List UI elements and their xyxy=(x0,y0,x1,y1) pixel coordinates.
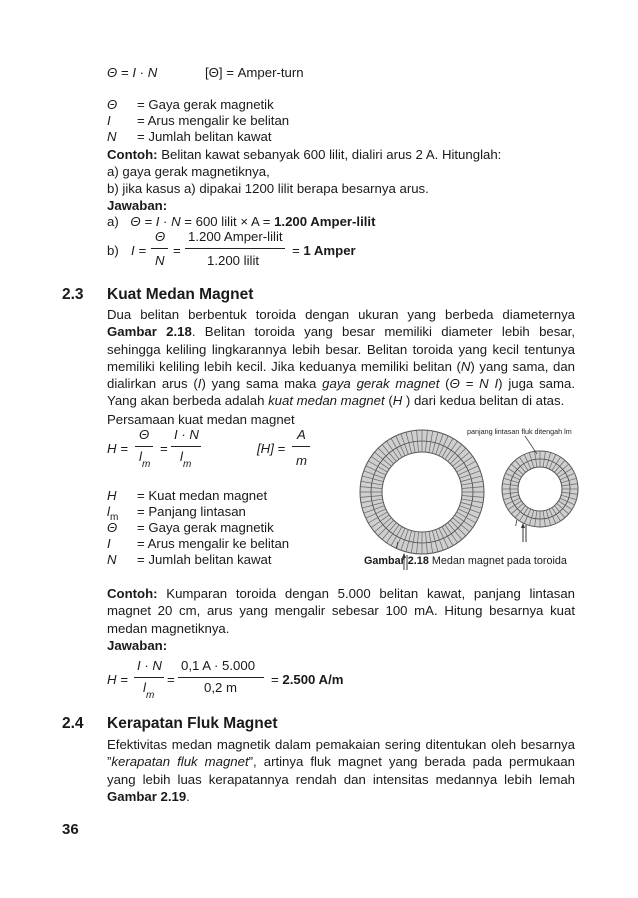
def-text: = Arus mengalir ke belitan xyxy=(137,536,290,551)
def-text: = Jumlah belitan kawat xyxy=(137,552,272,567)
h-lhs: H = xyxy=(107,441,128,456)
section-number: 2.4 xyxy=(62,715,84,732)
unit-denominator: m xyxy=(296,453,307,468)
fraction-numerator: I · N xyxy=(137,658,162,673)
large-toroid xyxy=(360,430,484,570)
example1-answer-a: a) Θ = I · N = 600 lilit × A = 1.200 Amper-lilit xyxy=(107,214,376,229)
current-label: I xyxy=(396,541,399,550)
def-symbol: I xyxy=(107,536,111,551)
fraction-line xyxy=(171,446,201,447)
example1-item-b: b) jika kasus a) dipakai 1200 lilit berapa besarnya arus. xyxy=(107,181,429,196)
section-title: Kuat Medan Magnet xyxy=(107,286,254,303)
def-text: = Gaya gerak magnetik xyxy=(137,520,274,535)
fraction-line xyxy=(135,446,153,447)
section-number: 2.3 xyxy=(62,286,84,303)
example2-answer-label: Jawaban: xyxy=(107,638,168,653)
def-text: = Panjang lintasan xyxy=(137,504,246,519)
fraction-numerator: Θ xyxy=(139,427,150,442)
def-text: = Gaya gerak magnetik xyxy=(137,97,274,112)
def-text: = Jumlah belitan kawat xyxy=(137,129,272,144)
toroid-figure xyxy=(355,422,581,574)
equation-intro: Persamaan kuat medan magnet xyxy=(107,412,295,427)
fraction-line xyxy=(178,677,264,678)
def-text: = Kuat medan magnet xyxy=(137,488,268,503)
example2-text: Contoh: Kumparan toroida dengan 5.000 belitan kawat, panjang lintasan magnet 20 cm, arus yang mengalir sebesar 100 mA. Hitung besarnya kuat medan magnetiknya. xyxy=(107,586,575,636)
fraction-line xyxy=(292,446,310,447)
def-symbol: H xyxy=(107,488,117,503)
fraction-denominator: 0,2 m xyxy=(204,680,237,695)
fraction-denominator: 1.200 lilit xyxy=(207,253,260,268)
unit-lhs: [H] = xyxy=(257,441,286,456)
section-title: Kerapatan Fluk Magnet xyxy=(107,715,278,732)
fraction-line xyxy=(134,677,164,678)
example1-answer-label: Jawaban: xyxy=(107,198,168,213)
example1-answer-b-prefix: b) xyxy=(107,243,119,258)
def-symbol: Θ xyxy=(107,520,118,535)
def-text: = Arus mengalir ke belitan xyxy=(137,113,290,128)
fraction-denominator: $l_m$ xyxy=(180,449,192,470)
fraction-numerator: 0,1 A · 5.000 xyxy=(181,658,256,673)
section-paragraph: Dua belitan berbentuk toroida dengan ukuran yang berbeda diameternya Gambar 2.18. Belitan toroida yang besar memiliki diameter lebih besar, sehingga keliling lingkarannya lebih besar. Belitan toroida yang kecil tentunya memiliki keliling lebih kecil. Jika keduanya memiliki belitan (N) yang sama, dan dialirkan arus (I) yang sama maka gaya gerak magnet (Θ = N I) juga sama. Yang akan berbeda adalah kuat medan magnet (H ) dari kedua belitan di atas. xyxy=(107,307,575,409)
answer-b-lhs: I = xyxy=(131,243,147,258)
figure-label: panjang lintasan fluk ditengah lm xyxy=(467,427,572,436)
def-symbol: N xyxy=(107,552,117,567)
ampere-turn-unit: [Θ] = Amper-turn xyxy=(205,65,304,80)
fraction-line xyxy=(185,248,285,249)
equals-sign: = xyxy=(167,672,175,687)
figure-caption: Gambar 2.18 Medan magnet pada toroida xyxy=(364,555,567,567)
fraction-line xyxy=(151,248,168,249)
def-symbol: $l_m$ xyxy=(107,504,119,523)
example1-intro: Contoh: Belitan kawat sebanyak 600 lilit, dialiri arus 2 A. Hitunglah: xyxy=(107,147,502,162)
fraction-numerator: Θ xyxy=(155,229,166,244)
def-symbol: I xyxy=(107,113,111,128)
fraction-numerator: 1.200 Amper-lilit xyxy=(188,229,283,244)
equals-sign: = xyxy=(160,441,168,456)
fraction-denominator: $l_m$ xyxy=(139,449,151,470)
page-number: 36 xyxy=(62,821,79,838)
top-formula: Θ = I · N xyxy=(107,65,158,80)
unit-numerator: A xyxy=(297,427,306,442)
fraction-denominator: N xyxy=(155,253,165,268)
example1-item-a: a) gaya gerak magnetiknya, xyxy=(107,164,270,179)
def-symbol: Θ xyxy=(107,97,118,112)
answer-b-result: = 1 Amper xyxy=(292,243,356,258)
example2-result: = 2.500 A/m xyxy=(271,672,344,687)
current-label: I xyxy=(515,519,518,528)
section-paragraph: Efektivitas medan magnetik dalam pemakaian sering ditentukan oleh besarnya ”kerapatan fluk magnet”, artinya fluk magnet yang berada pada permukaan yang lebih luas kerapatannya rendah dan intensitas medannya lebih lemah Gambar 2.19. xyxy=(107,737,575,804)
small-toroid xyxy=(502,451,578,542)
equals-sign: = xyxy=(173,243,181,258)
def-symbol: N xyxy=(107,129,117,144)
fraction-numerator: I · N xyxy=(174,427,199,442)
h-lhs: H = xyxy=(107,672,128,687)
fraction-denominator: $l_m$ xyxy=(143,680,155,701)
